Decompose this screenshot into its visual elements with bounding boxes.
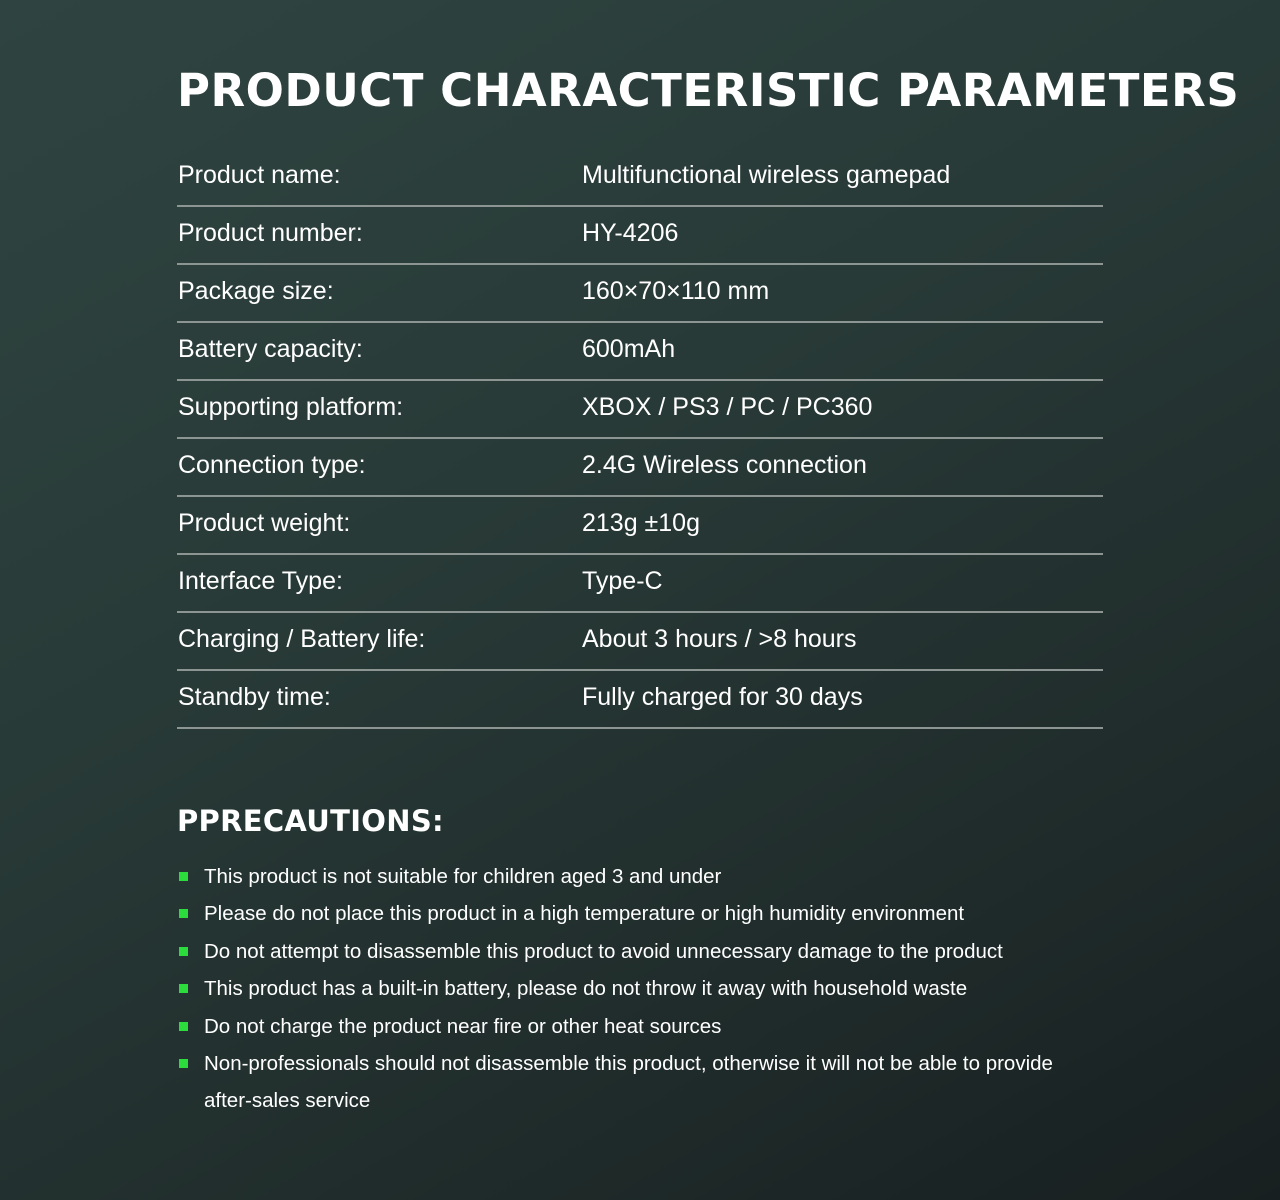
precaution-item [177,933,1103,970]
precaution-item [177,1045,1103,1120]
param-label: Package size: [178,277,334,305]
param-label: Product weight: [178,509,351,537]
param-row-package-size [177,265,1103,323]
precaution-item [177,858,1103,895]
param-row-supporting-platform [177,381,1103,439]
param-row-interface-type [177,555,1103,613]
param-row-product-number [177,207,1103,265]
precaution-item [177,1008,1103,1045]
param-value: Type-C [582,567,663,595]
green-square-bullet-icon [179,1022,188,1031]
param-row-battery-capacity [177,323,1103,381]
green-square-bullet-icon [179,947,188,956]
green-square-bullet-icon [179,1059,188,1068]
page-title: PRODUCT CHARACTERISTIC PARAMETERS [177,64,1240,117]
param-label: Battery capacity: [178,335,363,363]
param-label: Interface Type: [178,567,343,595]
param-value: 160×70×110 mm [582,277,770,305]
param-value: Multifunctional wireless gamepad [582,161,951,189]
param-value: About 3 hours / >8 hours [582,625,857,653]
param-row-connection-type [177,439,1103,497]
precautions-list [177,858,1103,1120]
param-label: Product number: [178,219,363,247]
param-label: Charging / Battery life: [178,625,426,653]
param-row-product-name [177,149,1103,207]
param-value: 600mAh [582,335,676,363]
precaution-text: Non-professionals should not disassemble this product, otherwise it will not be able to provide after-sales service [204,1052,1053,1113]
precaution-item [177,895,1103,932]
param-value: 213g ±10g [582,509,700,537]
param-row-standby-time [177,671,1103,729]
param-value: HY-4206 [582,219,679,247]
precaution-text: Please do not place this product in a high temperature or high humidity environment [204,902,965,926]
precaution-text: This product is not suitable for children aged 3 and under [204,865,722,888]
green-square-bullet-icon [179,984,188,993]
green-square-bullet-icon [179,872,188,881]
precaution-text: This product has a built-in battery, please do not throw it away with household waste [204,977,968,1001]
param-value: Fully charged for 30 days [582,683,863,711]
parameters-table [177,149,1103,729]
param-label: Product name: [178,161,341,189]
param-label: Connection type: [178,451,366,479]
param-value: 2.4G Wireless connection [582,451,867,479]
precaution-text: Do not charge the product near fire or other heat sources [204,1014,722,1038]
param-label: Standby time: [178,683,331,711]
green-square-bullet-icon [179,909,188,918]
param-row-product-weight [177,497,1103,555]
precautions-title: PPRECAUTIONS: [177,804,444,838]
param-label: Supporting platform: [178,393,404,421]
precaution-item [177,970,1103,1007]
precaution-text: Do not attempt to disassemble this product to avoid unnecessary damage to the product [204,939,1003,963]
param-row-charging-battery-life [177,613,1103,671]
param-value: XBOX / PS3 / PC / PC360 [582,393,873,421]
